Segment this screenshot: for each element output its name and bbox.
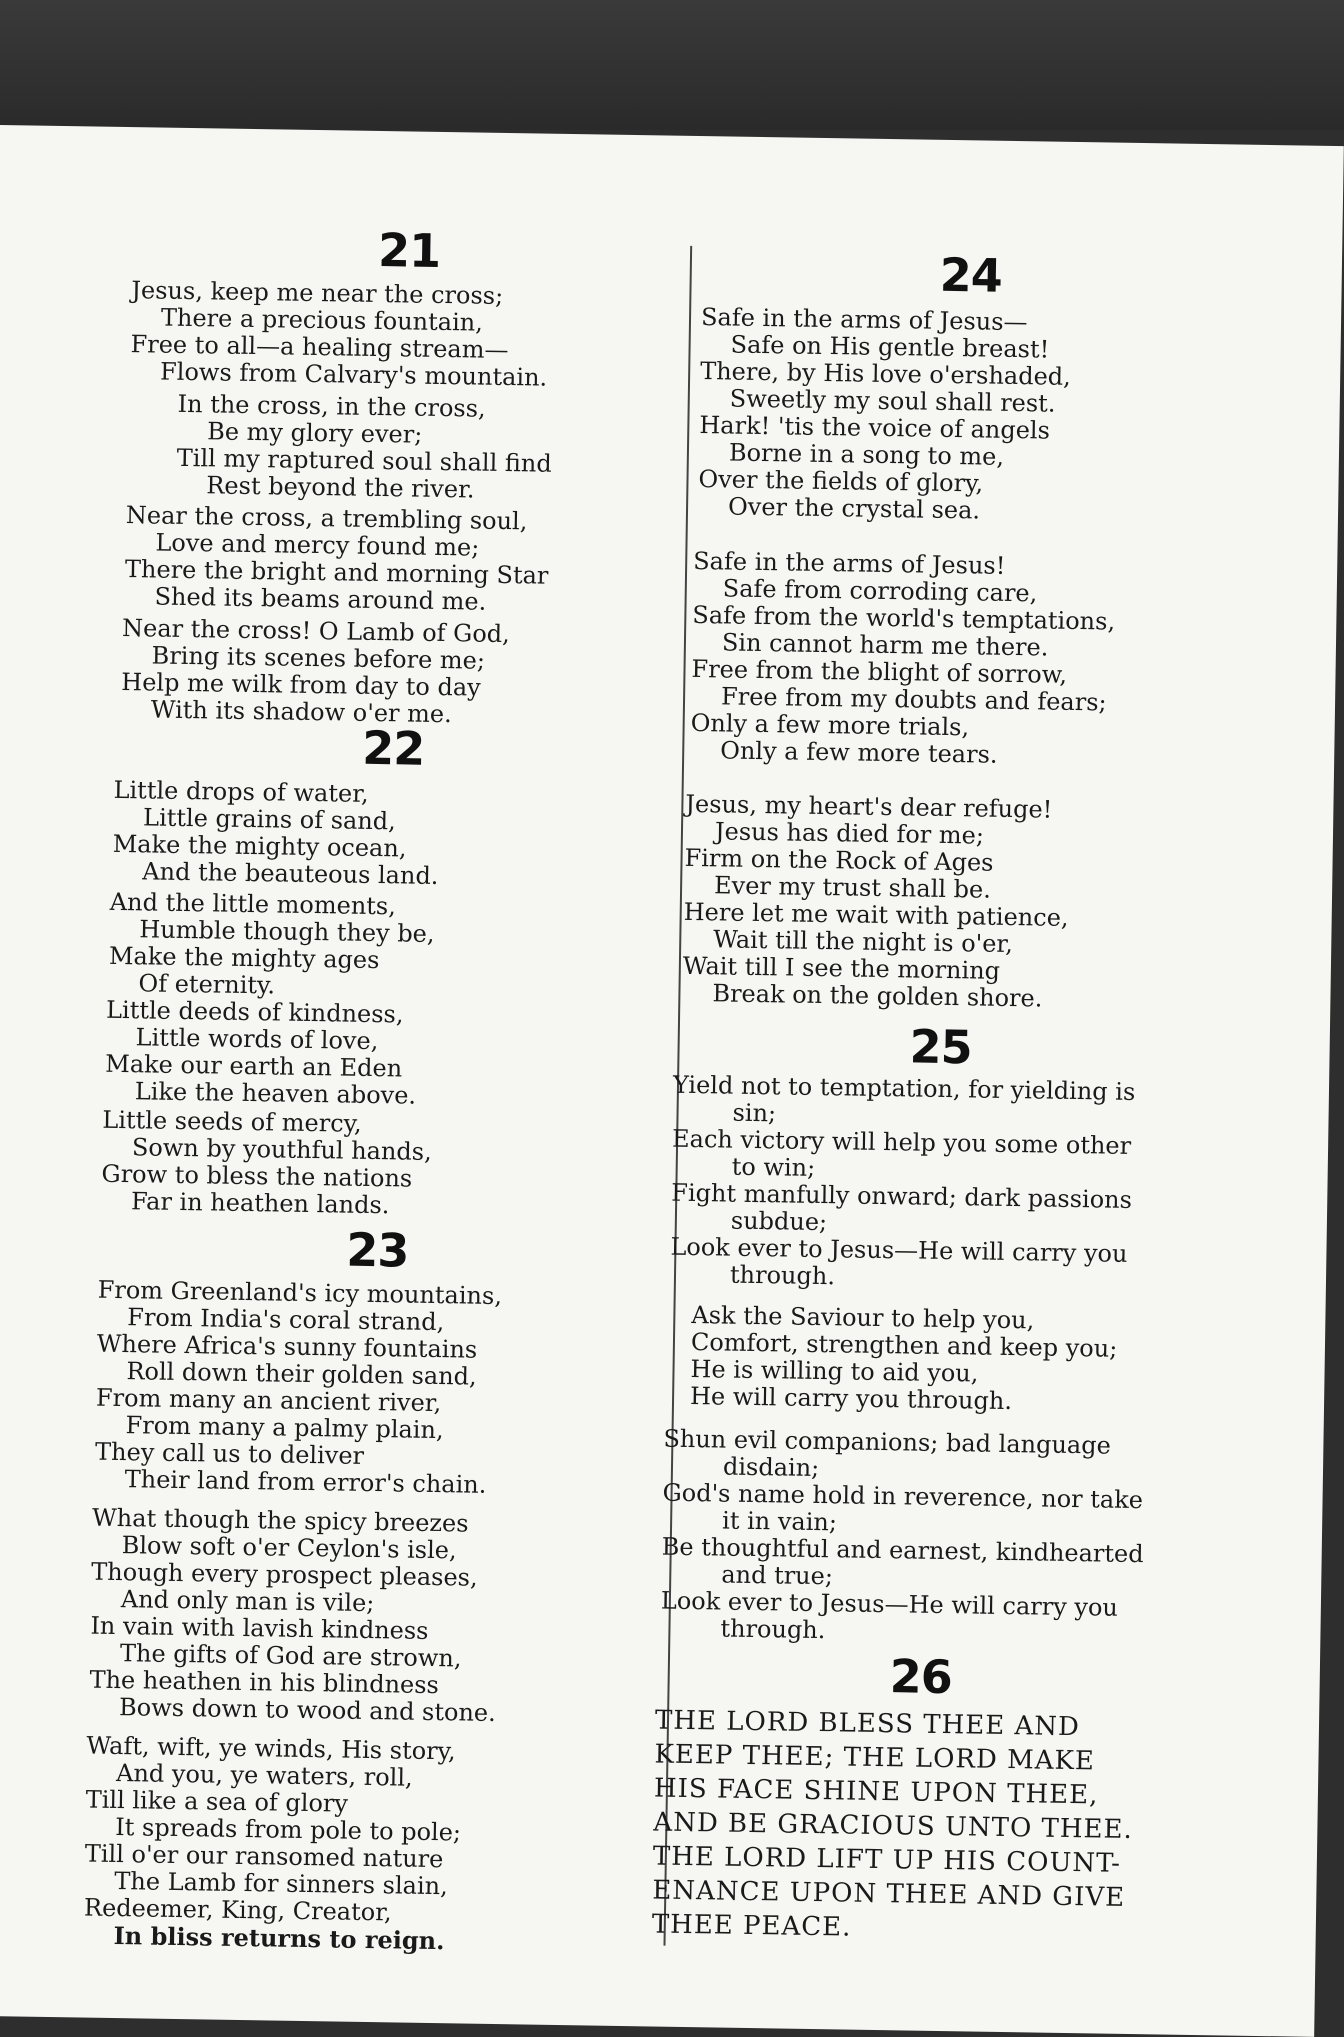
verse-line: Comfort, strengthen and keep you;: [690, 1328, 1118, 1363]
blessing-line: KEEP THEE; THE LORD MAKE: [654, 1739, 1096, 1777]
verse-line: He will carry you through.: [689, 1381, 1013, 1416]
hymnal-page: [0, 125, 1344, 2037]
scan-background: [0, 0, 1344, 130]
verse-line: Wait till the night is o'er,: [713, 925, 1014, 959]
hymn-25-stanza-2: [660, 1426, 1145, 1650]
verse-line: Their land from error's chain.: [124, 1465, 487, 1499]
verse-line: Near the cross, a trembling soul,: [125, 501, 528, 536]
verse-line: There a precious fountain,: [160, 303, 484, 337]
blessing-line: THEE PEACE.: [651, 1909, 852, 1943]
verse-line: Safe from the world's temptations,: [692, 600, 1116, 636]
verse-line: Flows from Calvary's mountain.: [159, 357, 548, 392]
verse-line: Hark! 'tis the voice of angels: [699, 411, 1051, 445]
verse-line: Of eternity.: [138, 969, 276, 1000]
verse-line: And only man is vile;: [120, 1585, 375, 1618]
hymn-number-23: 23: [345, 1222, 409, 1278]
verse-line: The gifts of God are strown,: [119, 1639, 462, 1673]
blessing-line: ENANCE UPON THEE AND GIVE: [652, 1875, 1126, 1913]
verse-line: Safe in the arms of Jesus!: [693, 546, 1006, 580]
verse-line: Redeemer, King, Creator,: [83, 1893, 392, 1927]
verse-line: Like the heaven above.: [134, 1077, 417, 1110]
hymn-22-stanza-1: [112, 777, 440, 890]
verse-line: Be thoughtful and earnest, kindhearted: [661, 1532, 1144, 1569]
hymn-number-21: 21: [377, 222, 441, 278]
hymn-24-stanza-3: [682, 791, 1070, 1013]
verse-line: Fight manfully onward; dark passions: [671, 1178, 1133, 1214]
verse-line: Break on the golden shore.: [712, 979, 1043, 1013]
verse-line: Each victory will help you some other: [671, 1124, 1132, 1160]
verse-line: From India's coral strand,: [127, 1303, 445, 1337]
verse-line: Little drops of water,: [113, 775, 369, 808]
hymn-23-stanza-3: [83, 1733, 462, 1955]
verse-line: Free from the blight of sorrow,: [691, 654, 1068, 689]
verse-line: There the bright and morning Star: [124, 555, 549, 590]
hymn-24-stanza-1: [698, 304, 1072, 526]
blessing-line: THE LORD BLESS THEE AND: [654, 1705, 1081, 1743]
verse-line: Free from my doubts and fears;: [720, 682, 1107, 717]
verse-line: it in vain;: [721, 1506, 838, 1537]
verse-line: Ever my trust shall be.: [713, 871, 992, 904]
verse-line: And the beauteous land.: [142, 857, 439, 890]
verse-line: through.: [720, 1614, 826, 1645]
hymn-number-26: 26: [889, 1649, 953, 1705]
verse-line: In vain with lavish kindness: [90, 1611, 429, 1645]
verse-line: From Greenland's icy mountains,: [97, 1275, 503, 1311]
hymn-number-25: 25: [909, 1019, 973, 1075]
hymn-22-stanza-2: [108, 889, 435, 1002]
hymn-22-stanza-4: [101, 1107, 432, 1220]
hymn-23-stanza-1: [95, 1277, 503, 1499]
verse-line: Safe on His gentle breast!: [730, 330, 1050, 364]
verse-line: Bring its scenes before me;: [151, 641, 486, 675]
verse-line: Till my raptured soul shall find: [176, 443, 552, 478]
hymn-number-24: 24: [939, 247, 1003, 303]
blessing-line: AND BE GRACIOUS UNTO THEE.: [653, 1807, 1134, 1846]
verse-line: Firm on the Rock of Ages: [684, 843, 994, 877]
verse-line: Only a few more trials,: [690, 708, 970, 742]
verse-line: Sweetly my soul shall rest.: [729, 384, 1056, 418]
hymn-22-stanza-3: [105, 997, 418, 1110]
verse-line: Humble though they be,: [139, 915, 435, 948]
verse-line: subdue;: [730, 1206, 828, 1237]
verse-line: Blow soft o'er Ceylon's isle,: [121, 1531, 457, 1565]
verse-line: Little grains of sand,: [142, 803, 397, 836]
verse-line: Near the cross! O Lamb of God,: [121, 613, 510, 649]
verse-line: Shed its beams around me.: [154, 582, 487, 616]
hymn-number-22: 22: [361, 720, 425, 776]
verse-line: Over the fields of glory,: [698, 465, 984, 498]
verse-line: With its shadow o'er me.: [150, 695, 452, 729]
verse-line: What though the spicy breezes: [91, 1503, 469, 1538]
verse-line: Safe in the arms of Jesus—: [700, 303, 1028, 337]
verse-line: It spreads from pole to pole;: [115, 1813, 462, 1847]
verse-line: through.: [729, 1260, 836, 1291]
verse-line: Ask the Saviour to help you,: [691, 1301, 1035, 1335]
verse-line: There, by His love o'ershaded,: [700, 357, 1071, 391]
verse-line: Till like a sea of glory: [85, 1785, 349, 1818]
verse-line: Far in heathen lands.: [130, 1187, 390, 1220]
hymn-21-stanza-2: [124, 502, 549, 617]
hymn-25-refrain: [690, 1302, 1118, 1417]
hymn-21-stanza-1: [130, 277, 549, 392]
verse-line: Look ever to Jesus—He will carry you: [670, 1232, 1128, 1268]
verse-line: God's name hold in reverence, nor take: [662, 1478, 1144, 1515]
verse-line: Jesus, my heart's dear refuge!: [685, 789, 1053, 824]
verse-line: Shun evil companions; bad language: [663, 1424, 1111, 1460]
verse-line: Over the crystal sea.: [727, 492, 981, 525]
verse-line: Little words of love,: [135, 1023, 379, 1056]
verse-line: Sown by youthful hands,: [131, 1133, 432, 1166]
verse-line: Yield not to temptation, for yielding is: [672, 1070, 1136, 1106]
verse-line: He is willing to aid you,: [690, 1355, 979, 1388]
hymn-23-stanza-2: [89, 1505, 499, 1727]
verse-line: Help me wilk from day to day: [121, 667, 481, 702]
right-column: [651, 136, 1240, 1943]
verse-line: Though every prospect pleases,: [91, 1557, 478, 1592]
hymn-21-refrain: [176, 391, 553, 505]
verse-line: Love and mercy found me;: [155, 528, 480, 562]
verse-line: Waft, wift, ye winds, His story,: [86, 1731, 456, 1766]
verse-line: And you, ye waters, roll,: [115, 1759, 413, 1792]
verse-line: In bliss returns to reign.: [113, 1921, 445, 1956]
verse-line: Little seeds of mercy,: [102, 1105, 362, 1138]
verse-line: Sin cannot harm me there.: [721, 628, 1049, 662]
hymn-24-stanza-2: [690, 548, 1116, 771]
verse-line: Look ever to Jesus—He will carry you: [660, 1586, 1119, 1622]
verse-line: Make the mighty ocean,: [112, 829, 407, 863]
verse-line: From many a palmy plain,: [125, 1411, 444, 1445]
verse-line: and true;: [721, 1560, 834, 1591]
verse-line: sin;: [732, 1098, 777, 1128]
verse-line: Grow to bless the nations: [101, 1159, 413, 1193]
verse-line: disdain;: [722, 1452, 820, 1483]
hymn-26-blessing: [652, 1703, 1135, 1949]
verse-line: Little deeds of kindness,: [105, 995, 404, 1029]
verse-line: Here let me wait with patience,: [683, 897, 1069, 932]
verse-line: Where Africa's sunny fountains: [96, 1329, 478, 1364]
verse-line: Jesus, keep me near the cross;: [131, 276, 504, 310]
verse-line: Till o'er our ransomed nature: [84, 1839, 444, 1874]
verse-line: And the little moments,: [109, 887, 397, 921]
verse-line: Wait till I see the morning: [682, 951, 1001, 985]
verse-line: Make the mighty ages: [108, 941, 380, 975]
blessing-line: HIS FACE SHINE UPON THEE,: [653, 1773, 1099, 1811]
verse-line: From many an ancient river,: [95, 1383, 442, 1418]
hymn-21-stanza-3: [121, 615, 510, 729]
hymn-25-stanza-1: [670, 1072, 1136, 1295]
verse-line: The heathen in his blindness: [89, 1665, 440, 1700]
verse-line: Jesus has died for me;: [714, 817, 985, 850]
verse-line: Safe from corroding care,: [722, 574, 1038, 608]
verse-line: Roll down their golden sand,: [126, 1357, 477, 1391]
verse-line: The Lamb for sinners slain,: [114, 1867, 448, 1901]
verse-line: Bows down to wood and stone.: [118, 1693, 496, 1727]
verse-line: Only a few more tears.: [720, 736, 998, 769]
verse-line: Rest beyond the river.: [206, 471, 475, 504]
verse-line: Free to all—a healing stream—: [130, 330, 509, 365]
verse-line: They call us to deliver: [94, 1437, 365, 1470]
blessing-line: THE LORD LIFT UP HIS COUNT-: [652, 1841, 1122, 1879]
verse-line: Make our earth an Eden: [105, 1049, 403, 1083]
verse-line: Be my glory ever;: [206, 417, 423, 449]
verse-line: In the cross, in the cross,: [177, 389, 486, 423]
verse-line: to win;: [731, 1152, 816, 1182]
verse-line: Borne in a song to me,: [728, 438, 1005, 471]
